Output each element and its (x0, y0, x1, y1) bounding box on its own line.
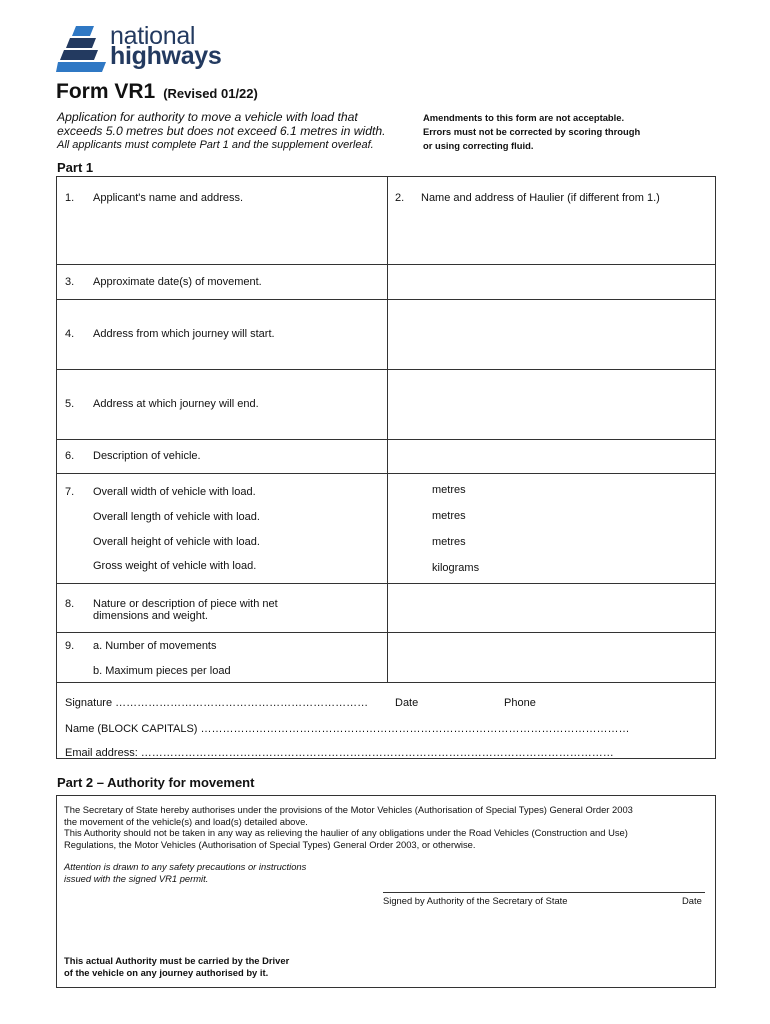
q3-label: Approximate date(s) of movement. (93, 276, 262, 288)
signature-field[interactable]: Signature …………………………………………………………… (65, 697, 369, 709)
q7-number: 7. (65, 486, 75, 498)
part2-heading: Part 2 – Authority for movement (57, 775, 255, 790)
logo-wordmark (110, 22, 222, 70)
carry-notice-line-2: of the vehicle on any journey authorised by it. (64, 966, 269, 978)
carry-notice-line-1: This actual Authority must be carried by the Driver (64, 955, 290, 966)
phone-field[interactable]: Phone (504, 697, 536, 709)
q4-number: 4. (65, 328, 75, 340)
applicant-name-address-field[interactable] (57, 177, 386, 264)
form-title (56, 80, 258, 104)
vehicle-description-field[interactable] (388, 440, 715, 473)
length-value-field[interactable] (388, 503, 428, 523)
form-revision: (Revised 01/22) (163, 86, 258, 101)
q1-number: 1. (65, 192, 75, 204)
warning-line-1: Amendments to this form are not acceptable. (423, 112, 625, 123)
row-divider (57, 682, 715, 683)
amendment-warning (423, 111, 640, 153)
signed-by-label: Signed by Authority of the Secretary of State (383, 895, 568, 906)
haulier-name-address-field[interactable] (388, 177, 715, 264)
width-label: Overall width of vehicle with load. (93, 486, 256, 498)
q4-label: Address from which journey will start. (93, 328, 275, 340)
movements-pieces-field[interactable] (388, 633, 715, 682)
logo-line-1: national (110, 22, 196, 50)
intro-line-2: exceeds 5.0 metres but does not exceed 6.1 metres in width. (57, 124, 386, 138)
q6-label: Description of vehicle. (93, 450, 201, 462)
authority-text-line-2: the movement of the vehicle(s) and load(s) detailed above. (64, 815, 308, 827)
intro-text (57, 110, 417, 152)
q9-number: 9. (65, 640, 75, 652)
part2-date-label: Date (682, 895, 702, 906)
intro-line-3: All applicants must complete Part 1 and the supplement overleaf. (57, 139, 374, 151)
q3-number: 3. (65, 276, 75, 288)
weight-unit: kilograms (432, 562, 480, 574)
height-unit: metres (432, 536, 466, 548)
length-unit: metres (432, 510, 466, 522)
form-name: Form VR1 (56, 80, 156, 103)
width-value-field[interactable] (388, 477, 428, 497)
q5-label: Address at which journey will end. (93, 398, 259, 410)
authority-text-line-4: Regulations, the Motor Vehicles (Authorisation of Special Types) General Order 2003, or otherwise. (64, 838, 476, 850)
weight-label: Gross weight of vehicle with load. (93, 560, 257, 572)
journey-start-address-field[interactable] (388, 300, 715, 369)
width-unit: metres (432, 484, 466, 496)
movement-dates-field[interactable] (388, 265, 715, 299)
part1-heading: Part 1 (57, 160, 94, 175)
logo-line-2: highways (110, 42, 222, 70)
intro-line-1: Application for authority to move a vehicle with load that (57, 110, 358, 124)
warning-line-3: or using correcting fluid. (423, 140, 534, 151)
load-description-field[interactable] (388, 584, 715, 632)
journey-end-address-field[interactable] (388, 370, 715, 439)
q5-number: 5. (65, 398, 75, 410)
authority-text-line-3: This Authority should not be taken in any way as relieving the haulier of any obligations under the Road Vehicles (Construction and Use) (64, 827, 628, 838)
q1-label: Applicant's name and address. (93, 192, 244, 204)
part2-authority-box (56, 795, 716, 988)
height-value-field[interactable] (388, 529, 428, 549)
attention-line-1: Attention is drawn to any safety precautions or instructions (64, 861, 307, 872)
max-pieces-label: b. Maximum pieces per load (93, 665, 231, 677)
q6-number: 6. (65, 450, 75, 462)
national-highways-logo-icon (56, 24, 108, 74)
warning-line-2: Errors must not be corrected by scoring through (423, 126, 641, 137)
q2-label: Name and address of Haulier (if different from 1.) (421, 192, 660, 204)
name-block-capitals-field[interactable]: Name (BLOCK CAPITALS) ……………………………………………………………………………………………………… (65, 723, 630, 735)
q8-number: 8. (65, 598, 75, 610)
date-field[interactable]: Date (395, 697, 419, 709)
length-label: Overall length of vehicle with load. (93, 511, 260, 523)
secretary-signature-line[interactable] (383, 892, 705, 893)
q2-number: 2. (395, 192, 405, 204)
row-divider (57, 473, 715, 474)
part1-table (56, 176, 716, 759)
q8-label-line-1: Nature or description of piece with net (93, 598, 278, 610)
attention-line-2: issued with the signed VR1 permit. (64, 872, 209, 884)
authority-text-line-1: The Secretary of State hereby authorises under the provisions of the Motor Vehicles (Authorisation of Special Types) General Order 2003 (64, 804, 633, 815)
email-address-field[interactable]: Email address: ………………………………………………………………………………………………………………… (65, 747, 614, 759)
height-label: Overall height of vehicle with load. (93, 536, 260, 548)
weight-value-field[interactable] (388, 555, 428, 575)
movements-label: a. Number of movements (93, 640, 217, 652)
q8-label-line-2: dimensions and weight. (93, 610, 208, 622)
